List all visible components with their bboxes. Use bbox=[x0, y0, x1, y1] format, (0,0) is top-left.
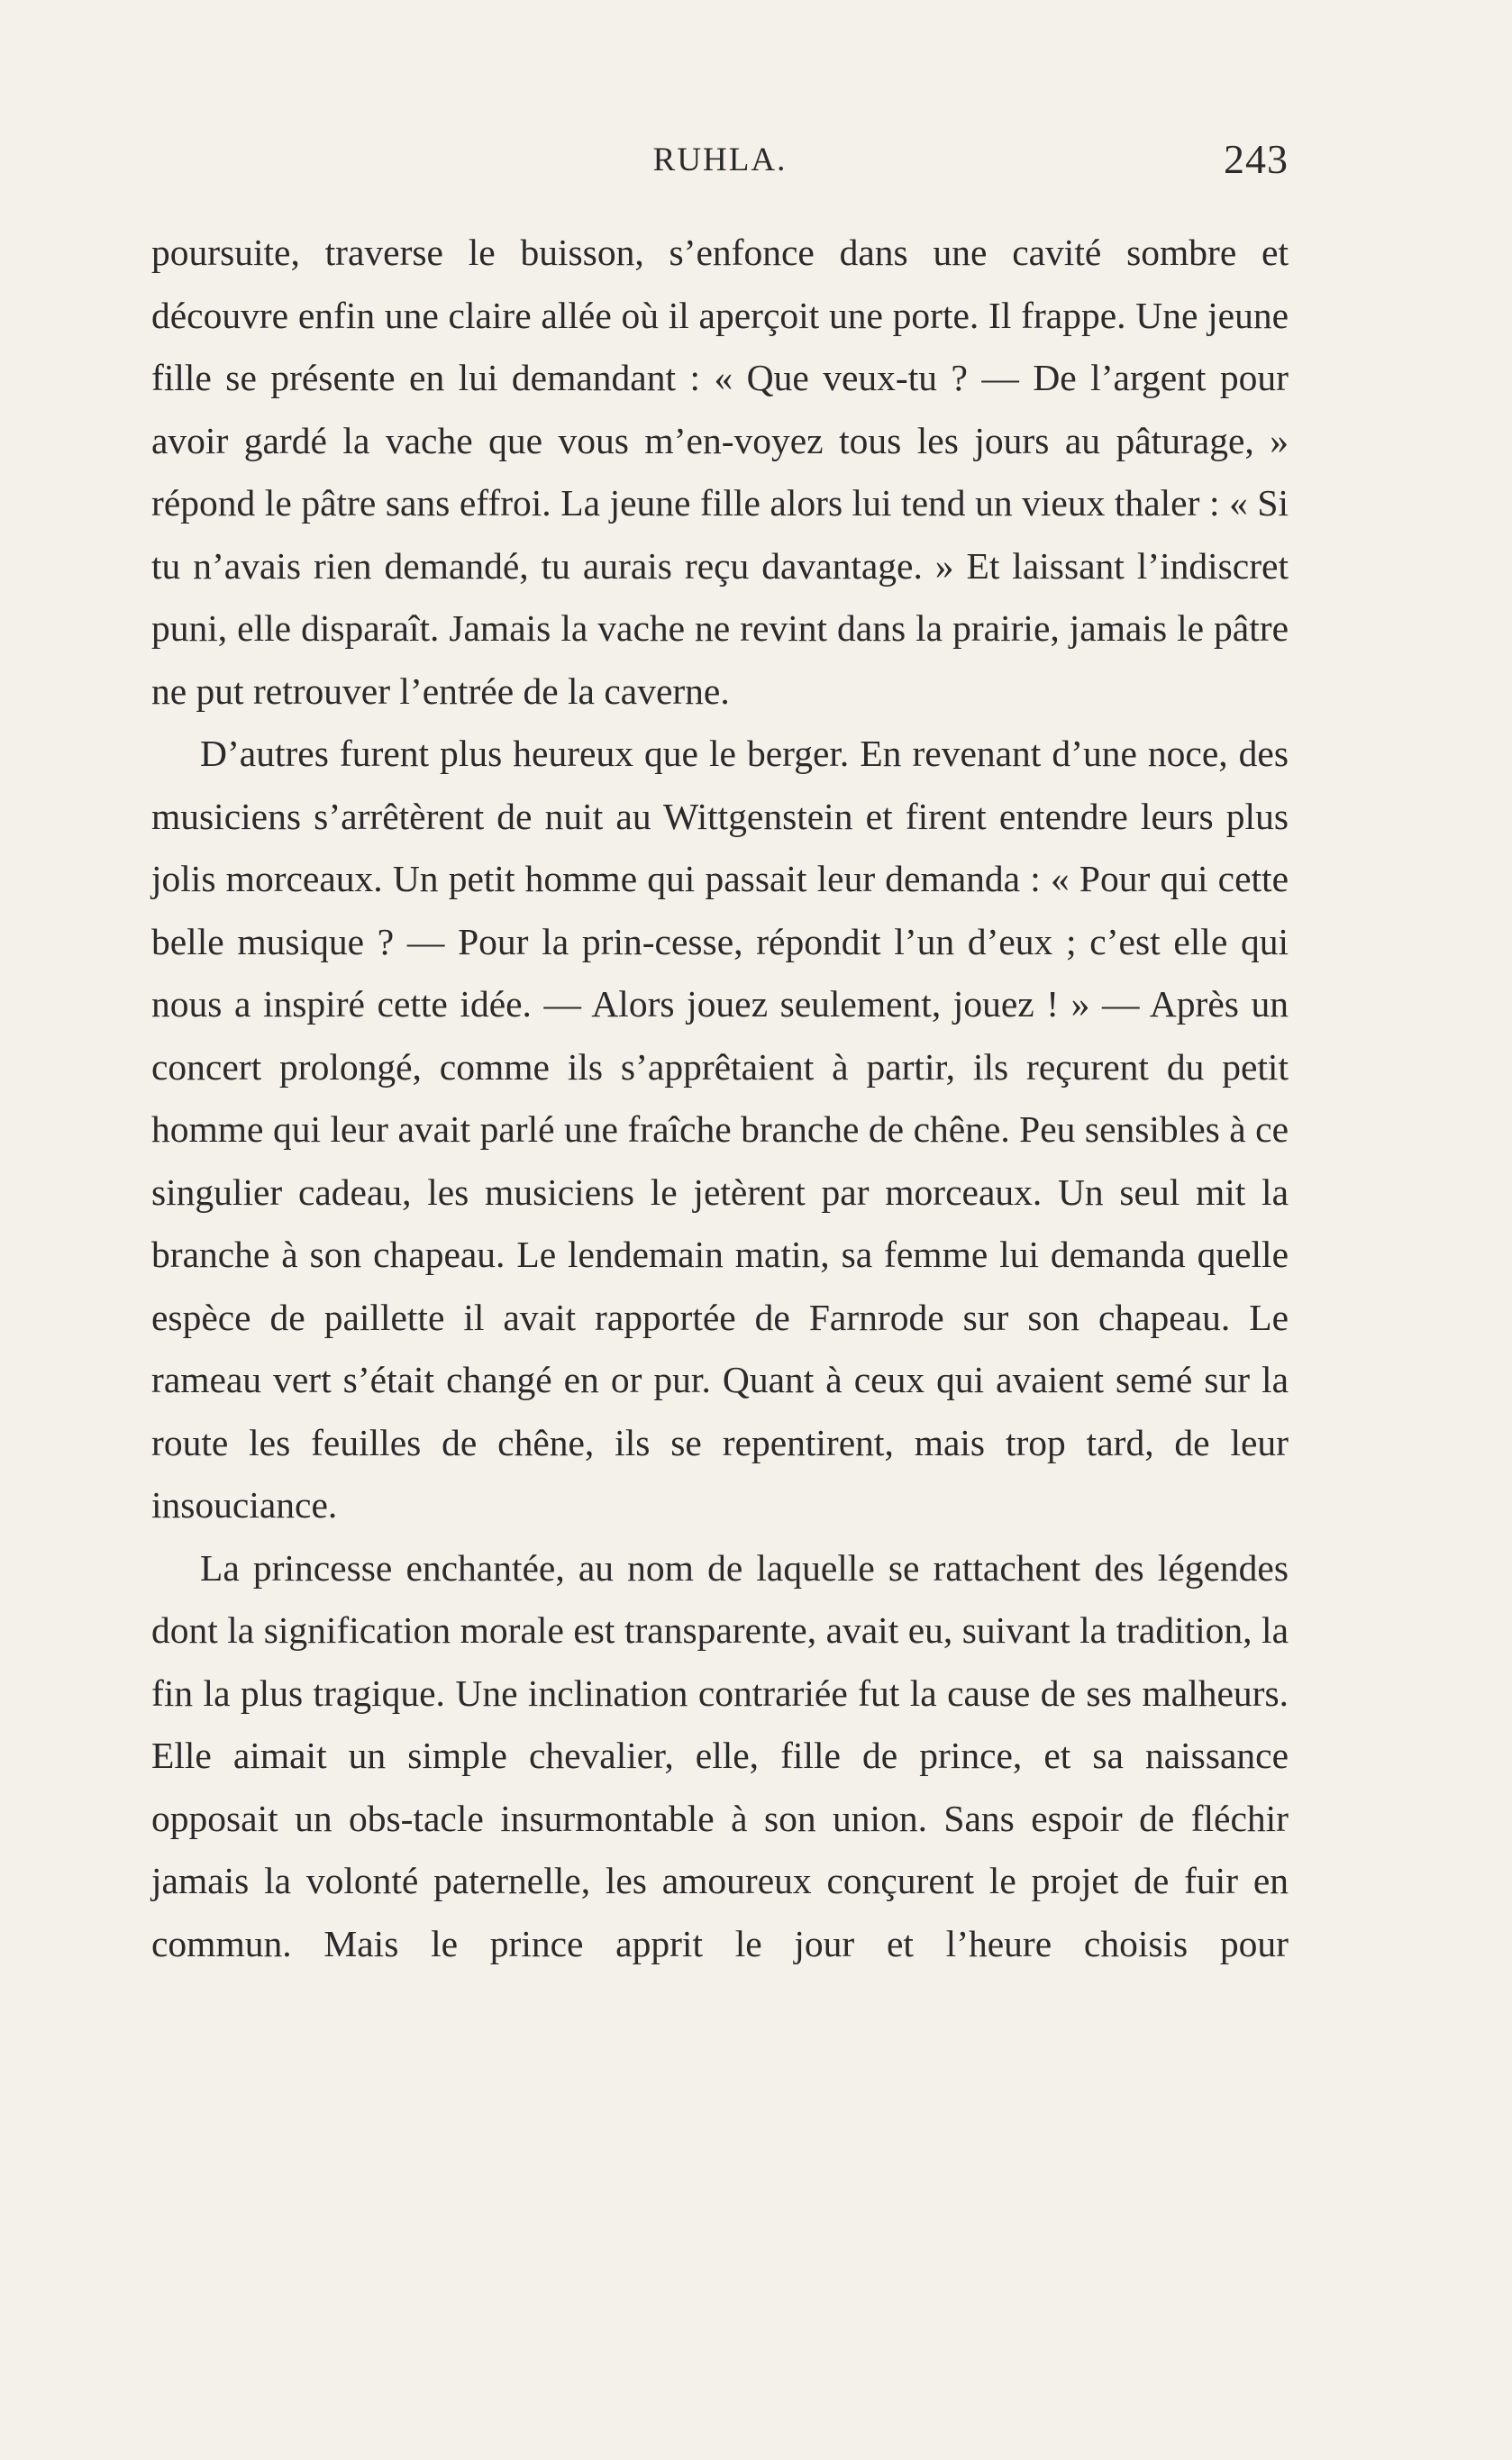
page-number: 243 bbox=[1224, 136, 1289, 182]
page-header bbox=[151, 135, 1289, 189]
running-title: RUHLA. bbox=[652, 141, 788, 178]
paragraph-princess: La princesse enchantée, au nom de laquelle se rattachent des légendes dont la signification morale est transparente, avait eu, suivant la tradition, la fin la plus tragique. Une inclination contrariée fut la cause de ses malheurs. Elle aimait un simple chevalier, elle, fille de prince, et sa naissance opposait un obs-tacle insurmontable à son union. Sans espoir de fléchir jamais la volonté paternelle, les amoureux conçurent le projet de fuir en commun. Mais le prince apprit le jour et l’heure choisis pour bbox=[151, 1546, 1289, 1964]
paragraph-continued: poursuite, traverse le buisson, s’enfonce dans une cavité sombre et découvre enfin une claire allée où il aperçoit une porte. Il frappe. Une jeune fille se présente en lui demandant : « Que veux-tu ? — De l’argent pour avoir gardé la vache que vous m’en-voyez tous les jours au pâturage, » répond le pâtre sans effroi. La jeune fille alors lui tend un vieux thaler : « Si tu n’avais rien demandé, tu aurais reçu davantage. » Et laissant l’indiscret puni, elle disparaît. Jamais la vache ne revint dans la prairie, jamais le pâtre ne put retrouver l’entrée de la caverne. bbox=[151, 232, 1289, 712]
body-text bbox=[151, 222, 1289, 1975]
paragraph-musicians: D’autres furent plus heureux que le berger. En revenant d’une noce, des musiciens s’arrêtèrent de nuit au Wittgenstein et firent entendre leurs plus jolis morceaux. Un petit homme qui passait leur demanda : « Pour qui cette belle musique ? — Pour la prin-cesse, répondit l’un d’eux ; c’est elle qui nous a inspiré cette idée. — Alors jouez seulement, jouez ! » — Après un concert prolongé, comme ils s’apprêtaient à partir, ils reçurent du petit homme qui leur avait parlé une fraîche branche de chêne. Peu sensibles à ce singulier cadeau, les musiciens le jetèrent par morceaux. Un seul mit la branche à son chapeau. Le lendemain matin, sa femme lui demanda quelle espèce de paillette il avait rapportée de Farnrode sur son chapeau. Le rameau vert s’était changé en or pur. Quant à ceux qui avaient semé sur la route les feuilles de chêne, ils se repentirent, mais trop tard, de leur insouciance. bbox=[151, 733, 1289, 1526]
